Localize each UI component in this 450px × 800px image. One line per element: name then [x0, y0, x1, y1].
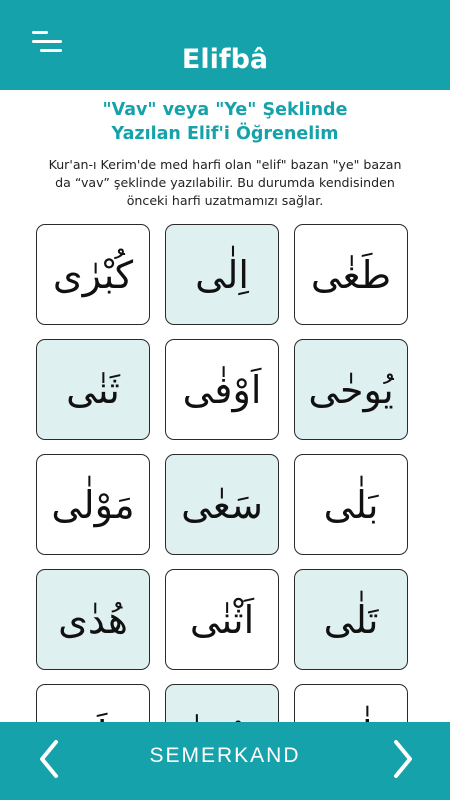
word-card[interactable]	[36, 454, 150, 555]
arabic-word: يُوحٰى	[308, 367, 394, 412]
word-card[interactable]	[294, 339, 408, 440]
app-header	[0, 0, 450, 90]
word-card[interactable]	[165, 224, 279, 325]
arabic-word: مَوْلٰى	[51, 482, 135, 527]
word-card[interactable]	[294, 454, 408, 555]
word-card[interactable]	[36, 569, 150, 670]
arabic-word: ثَنٰى	[66, 367, 120, 412]
lesson-description-line-1: Kur'an-ı Kerim'de med harfi olan "elif" bazan "ye" bazan	[48, 157, 402, 172]
lesson-description	[14, 156, 436, 210]
lesson-description-line-3: önceki harfi uzatmamızı sağlar.	[126, 193, 324, 208]
arabic-word: كُبْرٰى	[52, 252, 134, 297]
lesson-title	[20, 98, 430, 146]
chevron-right-icon[interactable]	[382, 734, 422, 784]
word-card[interactable]	[294, 569, 408, 670]
word-card-grid	[0, 224, 450, 722]
arabic-word: اَوْفٰى	[182, 367, 262, 412]
arabic-word: تَلٰى	[323, 597, 379, 642]
lesson-title-line-1: "Vav" veya "Ye" Şeklinde	[102, 100, 348, 120]
arabic-word: بَلٰى	[323, 482, 379, 527]
word-card[interactable]	[36, 339, 150, 440]
word-card[interactable]	[36, 224, 150, 325]
brand-logo: SEMERKAND	[149, 744, 301, 767]
word-card[interactable]	[165, 454, 279, 555]
word-card[interactable]	[165, 569, 279, 670]
lesson-description-line-2: da “vav” şeklinde yazılabilir. Bu durumda kendisinden	[55, 175, 395, 190]
arabic-word: اَثْنٰى	[189, 597, 255, 642]
app-title: Elifbâ	[181, 44, 269, 75]
arabic-word: طَغٰى	[310, 252, 392, 297]
arabic-word: هُدٰى	[58, 597, 128, 642]
bottom-nav	[0, 722, 450, 800]
arabic-word: سَعٰى	[181, 482, 263, 527]
arabic-word: اِلٰى	[195, 252, 249, 297]
word-card[interactable]	[165, 339, 279, 440]
lesson-title-line-2: Yazılan Elif'i Öğrenelim	[111, 124, 339, 144]
word-card[interactable]	[294, 224, 408, 325]
